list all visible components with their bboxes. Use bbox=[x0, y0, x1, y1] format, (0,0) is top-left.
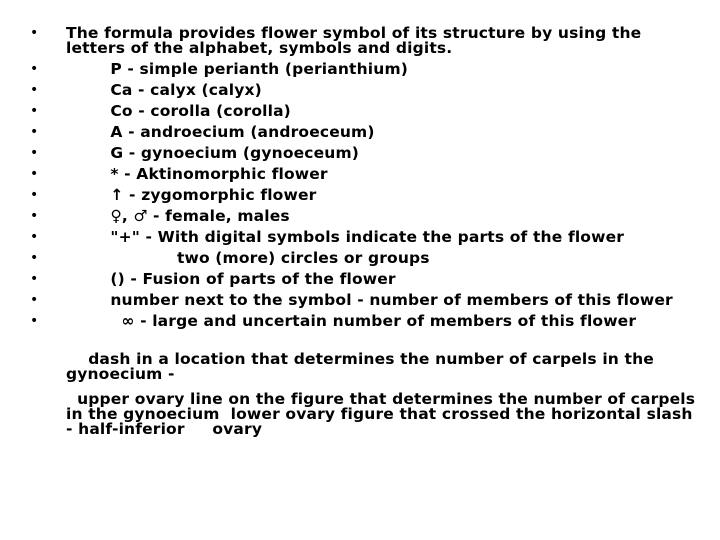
list-item-text: two (more) circles or groups bbox=[66, 249, 430, 267]
list-item bbox=[30, 251, 690, 266]
bullet-icon: • bbox=[30, 124, 39, 140]
list-item bbox=[30, 83, 690, 98]
list-item bbox=[30, 167, 690, 182]
list-item bbox=[30, 104, 690, 119]
bullet-list bbox=[30, 26, 690, 335]
list-item-text: ♀, ♂ - female, males bbox=[66, 207, 290, 225]
list-item-text: ↑ - zygomorphic flower bbox=[66, 186, 317, 204]
bullet-icon: • bbox=[30, 250, 39, 266]
bullet-icon: • bbox=[30, 25, 39, 41]
bullet-icon: • bbox=[30, 145, 39, 161]
bullet-icon: • bbox=[30, 208, 39, 224]
bullet-icon: • bbox=[30, 187, 39, 203]
bullet-icon: • bbox=[30, 229, 39, 245]
list-item-text: number next to the symbol - number of members of this flower bbox=[66, 291, 673, 309]
list-item-text: P - simple perianth (perianthium) bbox=[66, 60, 408, 78]
list-item bbox=[30, 314, 690, 329]
list-item-text: The formula provides flower symbol of its structure by using the letters of the alphabet, symbols and digits. bbox=[66, 24, 647, 57]
list-item bbox=[30, 188, 690, 203]
bullet-icon: • bbox=[30, 292, 39, 308]
list-item bbox=[30, 209, 690, 224]
list-item-text: () - Fusion of parts of the flower bbox=[66, 270, 396, 288]
bullet-icon: • bbox=[30, 103, 39, 119]
list-item bbox=[30, 293, 690, 308]
bullet-icon: • bbox=[30, 313, 39, 329]
bullet-icon: • bbox=[30, 61, 39, 77]
bullet-icon: • bbox=[30, 166, 39, 182]
list-item-text: G - gynoecium (gynoeceum) bbox=[66, 144, 359, 162]
list-item-text: A - androecium (androeceum) bbox=[66, 123, 375, 141]
list-item-text: Co - corolla (corolla) bbox=[66, 102, 291, 120]
list-item bbox=[30, 62, 690, 77]
list-item bbox=[30, 125, 690, 140]
bullet-icon: • bbox=[30, 271, 39, 287]
list-item-text: ∞ - large and uncertain number of members of this flower bbox=[66, 312, 637, 330]
list-item-text: * - Aktinomorphic flower bbox=[66, 165, 328, 183]
list-item bbox=[30, 230, 690, 245]
list-item bbox=[30, 26, 690, 56]
list-item-text: Ca - calyx (calyx) bbox=[66, 81, 262, 99]
list-item-text: "+" - With digital symbols indicate the parts of the flower bbox=[66, 228, 625, 246]
bullet-icon: • bbox=[30, 82, 39, 98]
list-item bbox=[30, 272, 690, 287]
continuation-text: dash in a location that determines the number of carpels in the gynoecium - bbox=[66, 350, 660, 383]
continuation-text: upper ovary line on the figure that determines the number of carpels in the gynoecium lower ovary figure that crossed the horizontal slash - half-inferior ovary bbox=[66, 390, 701, 438]
list-item bbox=[30, 146, 690, 161]
